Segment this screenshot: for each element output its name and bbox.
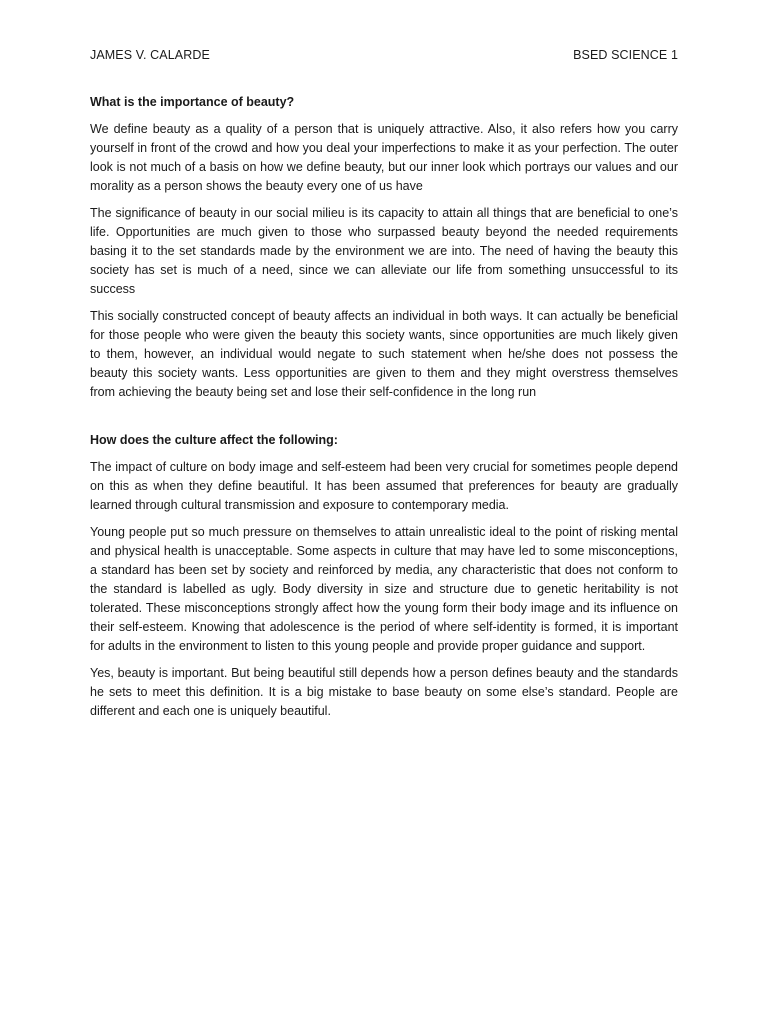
document-body: [90, 93, 678, 729]
paragraph: The significance of beauty in our social milieu is its capacity to attain all things that are beneficial to one’s life. Opportunities are much given to those who surpassed beauty beyond the needed requirements basing it to the set standards made by the environment we are into. The need of having the beauty this society has set is much of a need, since we can alleviate our life from something unsuccessful to its success: [90, 206, 678, 296]
paragraph: Young people put so much pressure on themselves to attain unrealistic ideal to the point of risking mental and physical health is unacceptable. Some aspects in culture that may have led to some misconceptions, a standard has been set by society and reinforced by media, any characteristic that does not conform to the standard is labelled as ugly. Body diversity in size and structure due to genetic heritability is not tolerated. These misconceptions strongly affect how the young form their body image and its influence on their self-esteem. Knowing that adolescence is the period of where self-identity is formed, it is important for adults in the environment to listen to this young people and provide proper guidance and support.: [90, 525, 678, 653]
paragraph: Yes, beauty is important. But being beautiful still depends how a person defines beauty and the standards he sets to meet this definition. It is a big mistake to base beauty on some else’s standard. People are different and each one is uniquely beautiful.: [90, 666, 678, 718]
paragraph: This socially constructed concept of beauty affects an individual in both ways. It can actually be beneficial for those people who were given the beauty this society wants, since opportunities are much likely given to them, however, an individual would negate to such statement when he/she does not possess the beauty this society wants. Less opportunities are given to them and they might overstress themselves from achieving the beauty being set and lose their self-confidence in the long run: [90, 309, 678, 399]
document-page: [90, 0, 678, 1024]
author-name: JAMES V. CALARDE: [90, 48, 210, 62]
paragraph: We define beauty as a quality of a person that is uniquely attractive. Also, it also refers how you carry yourself in front of the crowd and how you deal your imperfections to make it as your perfection. The outer look is not much of a basis on how we define beauty, but our inner look which portrays our values and our morality as a person shows the beauty every one of us have: [90, 122, 678, 193]
question-heading-2: How does the culture affect the following:: [90, 433, 338, 447]
class-label: BSED SCIENCE 1: [573, 48, 678, 62]
question-heading-1: What is the importance of beauty?: [90, 95, 295, 109]
paragraph: The impact of culture on body image and self-esteem had been very crucial for sometimes people depend on this as when they define beautiful. It has been assumed that preferences for beauty are gradually learned through cultural transmission and exposure to contemporary media.: [90, 460, 678, 512]
